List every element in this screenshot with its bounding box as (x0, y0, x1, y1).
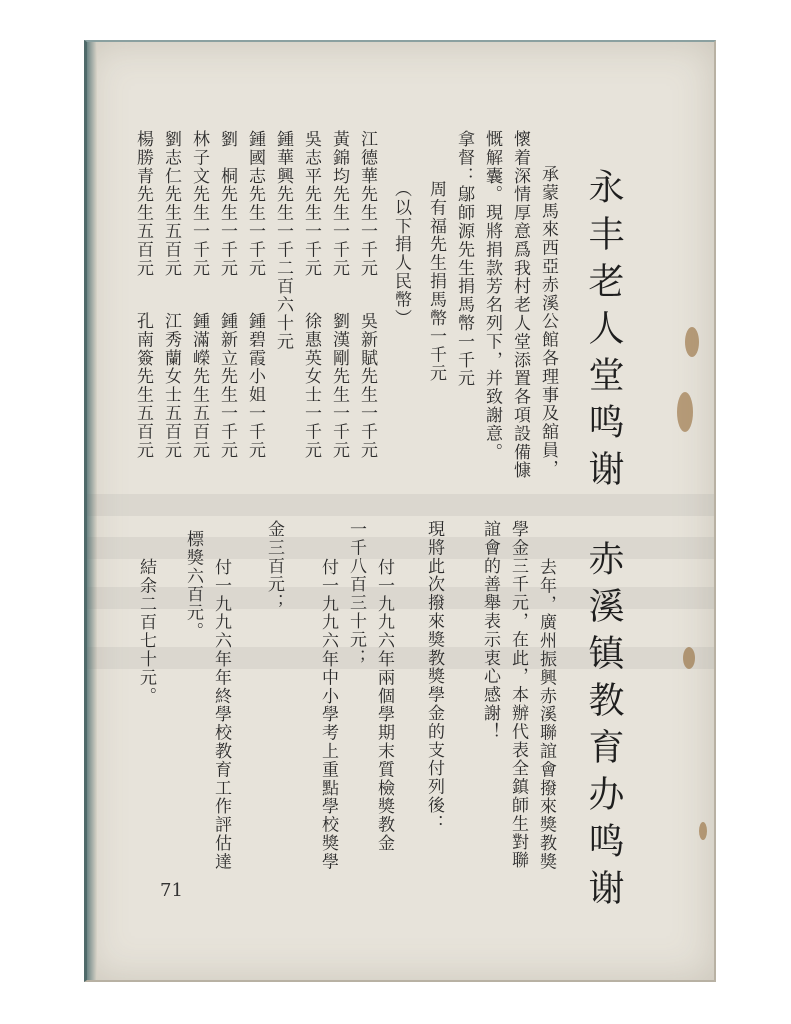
donor-entry: 鍾華興先生一千二百六十元 (273, 130, 293, 351)
title-chixi-education: 赤溪镇教育办鸣谢 (583, 540, 624, 916)
left-text-line: 付一九九六年年終學校教育工作評估達 (211, 558, 231, 871)
donor-entry: 黃錦均先生一千元 (329, 130, 349, 278)
donor-entry: 鍾新立先生一千元 (217, 312, 237, 460)
left-text-line: 去年，廣州振興赤溪聯誼會撥來獎教獎 (536, 558, 556, 871)
donor-entry: 林子文先生一千元 (189, 130, 209, 278)
left-text-line: 付一九九六年中小學考上重點學校獎學 (318, 558, 338, 871)
left-text-line: 一千八百三十元； (346, 520, 366, 668)
donor-entry: 鍾國志先生一千元 (245, 130, 265, 278)
left-text-line: 標獎六百元。 (183, 530, 203, 641)
right-para-line: 承蒙馬來西亞赤溪公館各理事及舘員， (538, 165, 558, 478)
left-text-line: 學金三千元，在此，本辦代表全鎮師生對聯 (508, 520, 528, 870)
bleed-through-band (87, 494, 714, 516)
right-para-line: 周有福先生捐馬幣一千元 (426, 180, 446, 383)
paper-stain (683, 647, 695, 669)
donor-entry: 鍾滿嶸先生五百元 (189, 312, 209, 460)
donor-entry: 江秀蘭女士五百元 (161, 312, 181, 460)
title-yongfeng: 永丰老人堂鸣谢 (583, 168, 624, 497)
right-para-line: 拿督：鄔師源先生捐馬幣一千元 (454, 130, 474, 388)
donor-entry: 孔南簽先生五百元 (133, 312, 153, 460)
right-para-line: 慨解囊。現將捐款芳名列下，并致謝意。 (482, 130, 502, 462)
donor-entry: 鍾碧霞小姐一千元 (245, 312, 265, 460)
left-text-line: 金三百元； (264, 520, 284, 612)
paper-stain (699, 822, 707, 840)
donor-entry: 吳新賦先生一千元 (357, 312, 377, 460)
donor-entry: 劉志仁先生五百元 (161, 130, 181, 278)
donor-entry: 劉 桐先生一千元 (217, 130, 237, 278)
donor-entry: 劉漢剛先生一千元 (329, 312, 349, 460)
left-text-line: 結余二百七十元。 (136, 558, 156, 706)
left-text-line: 誼會的善舉表示衷心感謝！ (480, 520, 500, 741)
page-number: 71 (160, 880, 183, 901)
donor-entry: 江德華先生一千元 (357, 130, 377, 278)
paper-stain (677, 392, 693, 432)
paper-stain (685, 327, 699, 357)
left-text-line: 付一九九六年兩個學期末質檢獎教金 (374, 558, 394, 853)
donor-entry: 楊勝青先生五百元 (133, 130, 153, 278)
right-para-line: 懷着深情厚意爲我村老人堂添置各項設備慷 (510, 130, 530, 480)
donor-entry: 吳志平先生一千元 (301, 130, 321, 278)
right-para-line: （以下捐人民幣） (391, 180, 411, 328)
donor-entry: 徐惠英女士一千元 (301, 312, 321, 460)
left-text-line: 現將此次撥來獎教獎學金的支付列後： (424, 520, 444, 833)
